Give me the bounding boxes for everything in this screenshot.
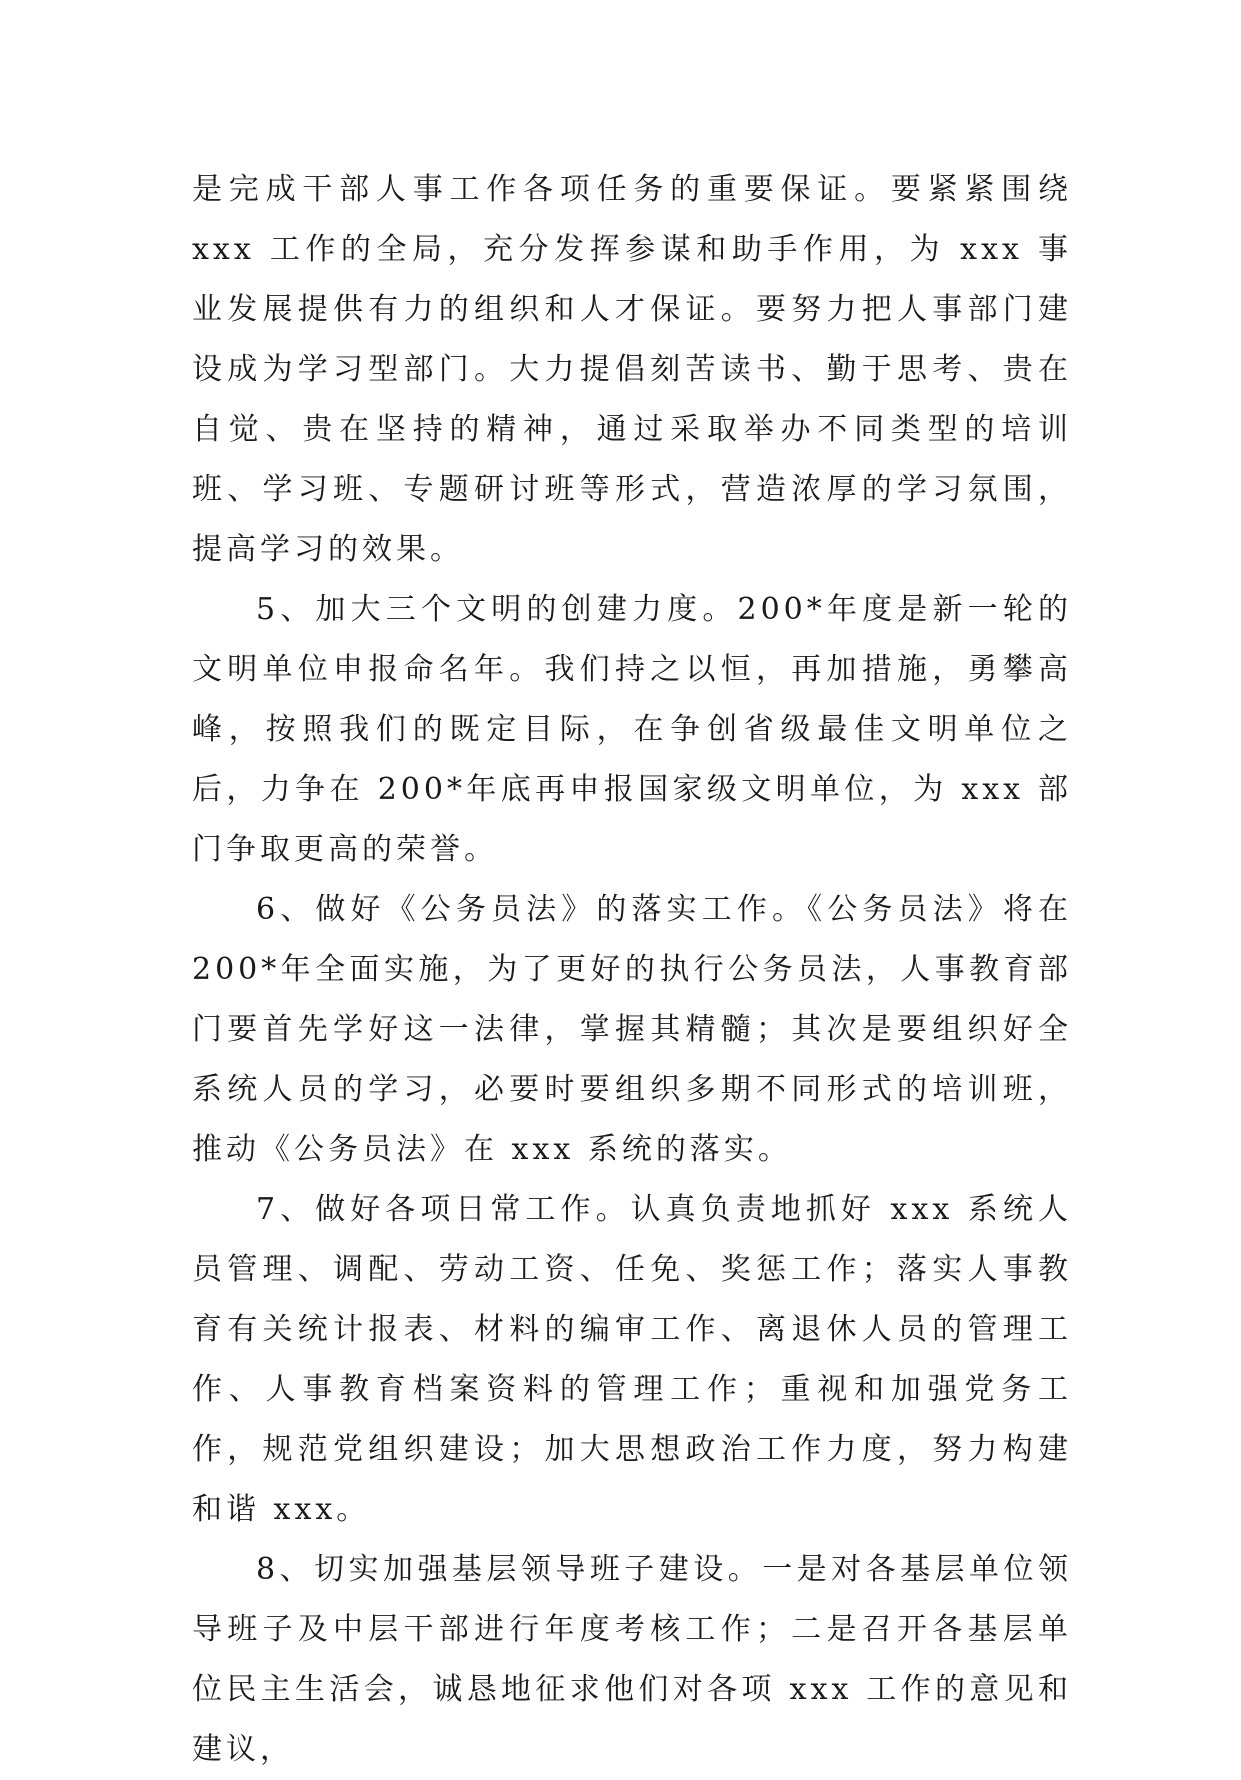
paragraph-item-6: 6、做好《公务员法》的落实工作。《公务员法》将在 200*年全面实施，为了更好的执行公务员法，人事教育部门要首先学好这一法律，掌握其精髓；其次是要组织好全系统人员的学习，必要时要组织多期不同形式的培训班，推动《公务员法》在 xxx 系统的落实。 — [192, 892, 1072, 1167]
paragraph-item-8: 8、切实加强基层领导班子建设。一是对各基层单位领导班子及中层干部进行年度考核工作；二是召开各基层单位民主生活会，诚恳地征求他们对各项 xxx 工作的意见和建议， — [192, 1552, 1072, 1767]
paragraph-continuation: 是完成干部人事工作各项任务的重要保证。要紧紧围绕 xxx 工作的全局，充分发挥参谋和助手作用，为 xxx 事业发展提供有力的组织和人才保证。要努力把人事部门建设成为学习型部门。大力提倡刻苦读书、勤于思考、贵在自觉、贵在坚持的精神，通过采取举办不同类型的培训班、学习班、专题研讨班等形式，营造浓厚的学习氛围，提高学习的效果。 — [192, 172, 1072, 567]
paragraph-item-7: 7、做好各项日常工作。认真负责地抓好 xxx 系统人员管理、调配、劳动工资、任免、奖惩工作；落实人事教育有关统计报表、材料的编审工作、离退休人员的管理工作、人事教育档案资料的管理工作；重视和加强党务工作，规范党组织建设；加大思想政治工作力度，努力构建和谐 xxx。 — [192, 1192, 1072, 1527]
body-text — [192, 160, 1072, 1780]
paragraph-item-5: 5、加大三个文明的创建力度。200*年度是新一轮的文明单位申报命名年。我们持之以恒，再加措施，勇攀高峰，按照我们的既定目际，在争创省级最佳文明单位之后，力争在 200*年底再申报国家级文明单位，为 xxx 部门争取更高的荣誉。 — [192, 592, 1072, 867]
